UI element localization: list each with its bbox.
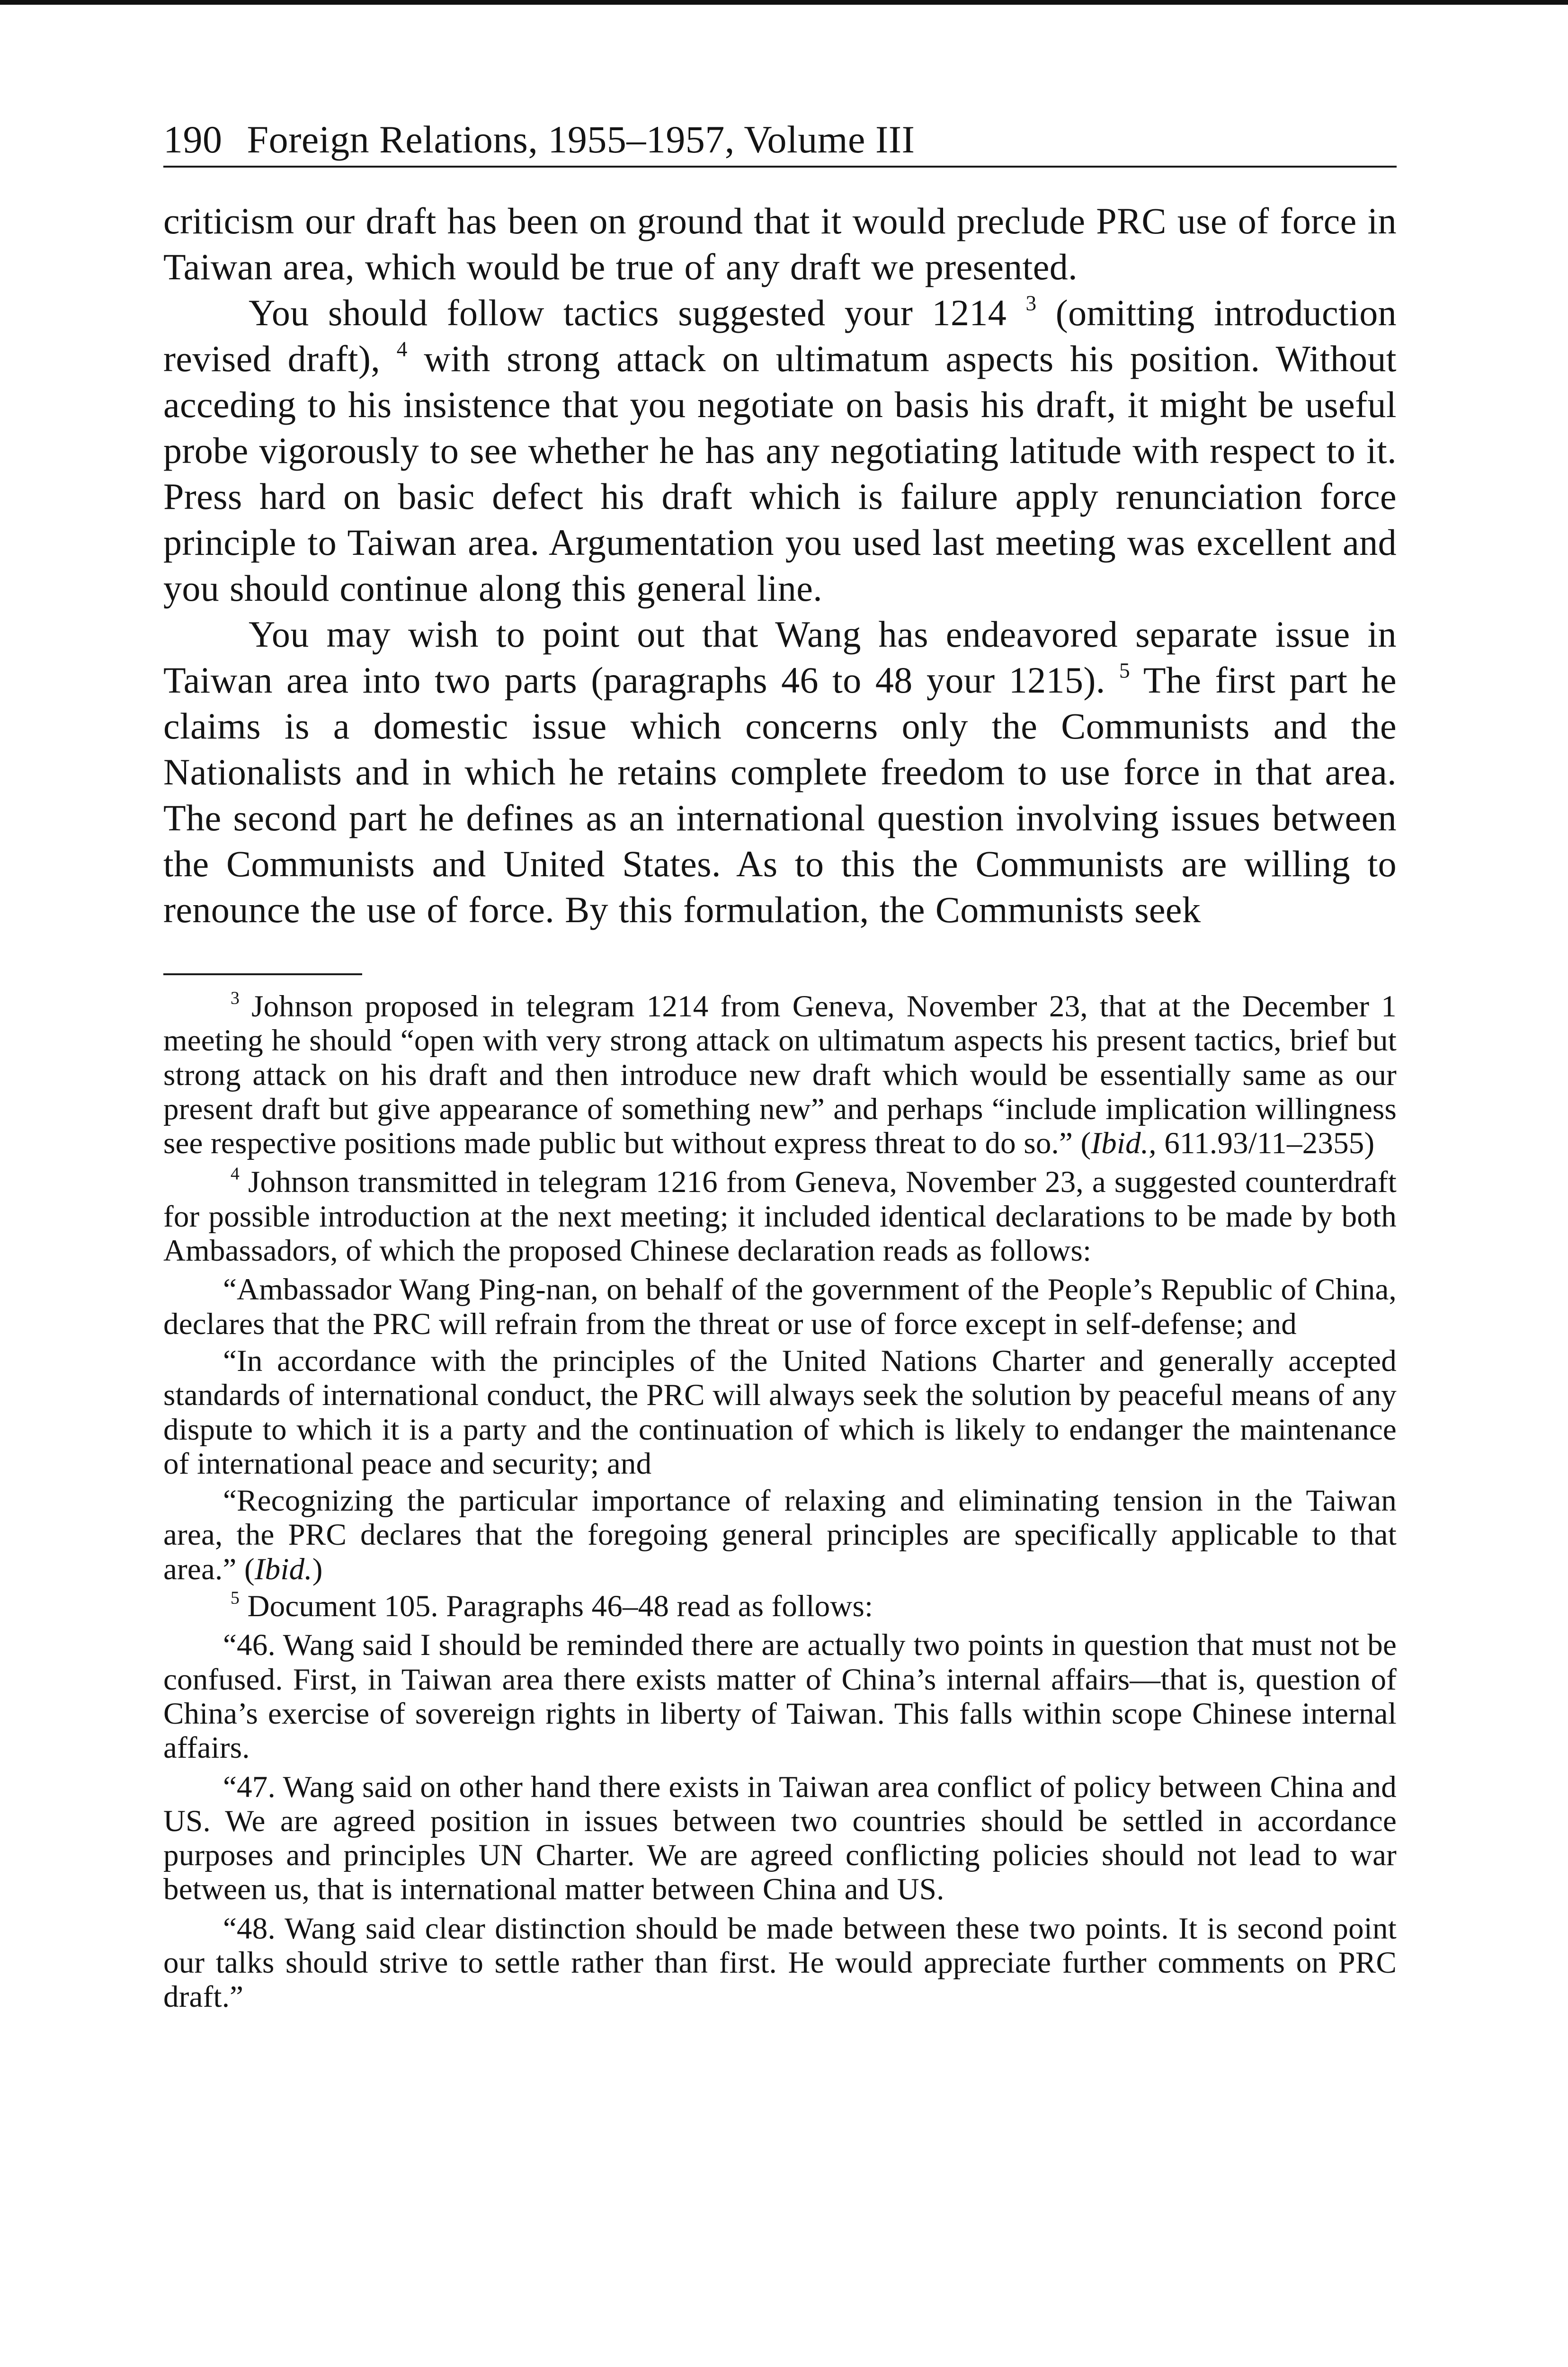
footnote-5-text: Document 105. Paragraphs 46–48 read as follows: [247,1589,873,1624]
footnote-4-quote-2 [163,1344,1397,1481]
footnote-3-citation: 611.93/11–2355) [1164,1126,1375,1161]
document-page [163,114,1397,2019]
paragraph-2-text-b: (omitting introduction revised draft), [163,292,1397,379]
footnote-ref-4: 4 [396,337,408,361]
footnote-5 [163,1589,1397,1623]
footnote-ref-5: 5 [1119,658,1130,683]
footnote-3-ibid: Ibid., [1091,1126,1157,1161]
footnote-4-number: 4 [231,1164,240,1184]
footnote-5-paragraph-48-text: “48. Wang said clear distinction should be made between these two points. It is second point our talks should strive to settle rather than first. He would appreciate further comments on PRC draft.” [163,1911,1397,2014]
footnote-5-number: 5 [231,1588,240,1608]
footnote-ref-3: 3 [1025,291,1037,315]
footnote-4-quote-3-text: “Recognizing the particular importance of relaxing and eliminating tension in the Taiwan area, the PRC declares that the foregoing general principles are specifically applicable to that area.” ( [163,1484,1397,1586]
footnote-4-quote-3 [163,1484,1397,1586]
paragraph-3 [163,611,1397,933]
header-rule [163,166,1397,168]
paragraph-1 [163,198,1397,290]
paragraph-2-text-a: You should follow tactics suggested your 1214 [249,292,1007,333]
paragraph-3-text-a: You may wish to point out that Wang has endeavored separate issue in Taiwan area into two parts (paragraphs 46 to 48 your 1215). [163,614,1397,701]
footnote-5-paragraph-46 [163,1628,1397,1765]
footnote-4-text: Johnson transmitted in telegram 1216 from Geneva, November 23, a suggested counterdraft for possible introduction at the next meeting; it included identical declarations to be made by both Ambassadors, of which the proposed Chinese declaration reads as follows: [163,1165,1397,1268]
running-title: Foreign Relations, 1955–1957, Volume III [247,118,915,161]
footnote-5-paragraph-48 [163,1912,1397,2014]
footnote-3-number: 3 [231,988,240,1008]
footnote-3 [163,989,1397,1160]
top-scan-border [0,0,1568,5]
footnote-5-paragraph-47-text: “47. Wang said on other hand there exists in Taiwan area conflict of policy between China and US. We are agreed position in issues between two countries should be settled in accordance purposes and principles UN Charter. We are agreed conflicting policies should not lead to war between us, that is international matter between China and US. [163,1770,1397,1907]
running-head [163,114,1397,166]
footnote-4 [163,1165,1397,1268]
paragraph-2-text-c: with strong attack on ultimatum aspects his position. Without acceding to his insistence that you negotiate on basis his draft, it might be useful probe vigorously to see whether he has any negotiating latitude with respect to it. Press hard on basic defect his draft which is failure apply renunciation force principle to Taiwan area. Argumentation you used last meeting was excellent and you should continue along this general line. [163,338,1397,609]
footnote-3-text: Johnson proposed in telegram 1214 from Geneva, November 23, that at the December 1 meeting he should “open with very strong attack on ultimatum aspects his present tactics, brief but strong attack on his draft and then introduce new draft which would be essentially same as our present draft but give appearance of something new” and perhaps “include implication willingness see respective positions made public but without express threat to do so.” ( [163,989,1397,1161]
footnote-4-ibid: Ibid. [254,1552,312,1586]
footnote-5-paragraph-46-text: “46. Wang said I should be reminded there are actually two points in question that must not be confused. First, in Taiwan area there exists matter of China’s internal affairs—that is, question of China’s exercise of sovereign rights in liberty of Taiwan. This falls within scope Chinese internal affairs. [163,1628,1397,1765]
footnote-rule [163,973,362,975]
footnote-4-quote-2-text: “In accordance with the principles of the United Nations Charter and generally accepted standards of international conduct, the PRC will always seek the solution by peaceful means of any dispute to which it is a party and the continuation of which is likely to endanger the maintenance of international peace and security; and [163,1344,1397,1481]
paragraph-1-text: criticism our draft has been on ground that it would preclude PRC use of force in Taiwan area, which would be true of any draft we presented. [163,200,1397,287]
page-number: 190 [163,118,223,161]
footnote-4-quote-1-text: “Ambassador Wang Ping-nan, on behalf of the government of the People’s Republic of China, declares that the PRC will refrain from the threat or use of force except in self-defense; and [163,1272,1397,1341]
body-text [163,198,1397,933]
footnotes [163,989,1397,2014]
paragraph-2 [163,290,1397,611]
footnote-4-quote-1 [163,1272,1397,1341]
paragraph-3-text-b: The first part he claims is a domestic issue which concerns only the Communists and the Nationalists and in which he retains complete freedom to use force in that area. The second part he defines as an international question involving issues between the Communists and United States. As to this the Communists are willing to renounce the use of force. By this formulation, the Communists seek [163,659,1397,930]
footnote-4-quote-3-end: ) [312,1552,323,1586]
footnote-5-paragraph-47 [163,1770,1397,1907]
